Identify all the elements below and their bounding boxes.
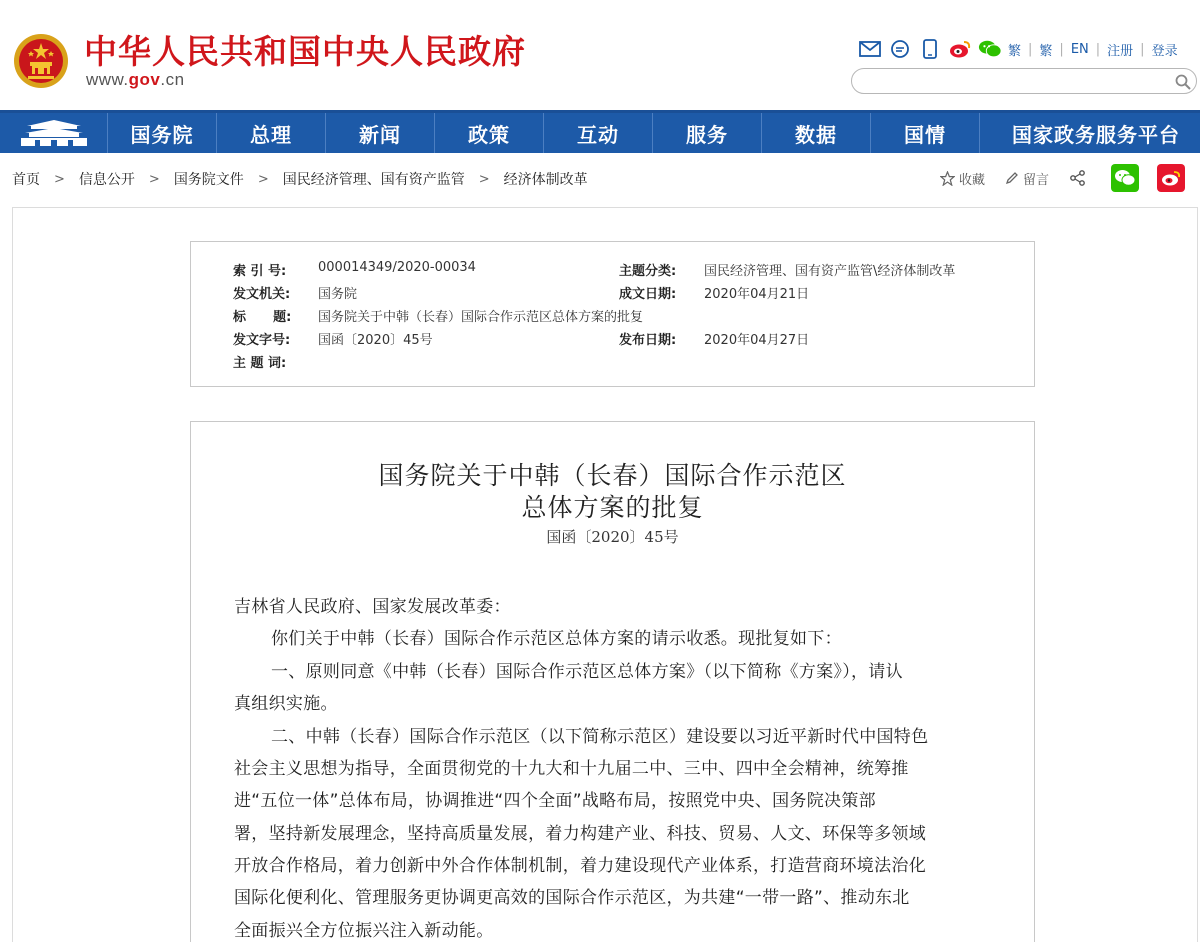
mobile-icon[interactable] bbox=[918, 37, 942, 61]
chat-bubble-icon[interactable] bbox=[888, 37, 912, 61]
nav-item-state-council[interactable]: 国务院 bbox=[108, 113, 217, 153]
document-line: 你们关于中韩（长春）国际合作示范区总体方案的请示收悉。现批复如下： bbox=[271, 629, 842, 649]
breadcrumb-home[interactable]: 首页 bbox=[12, 172, 40, 188]
document-line: 署，坚持新发展理念，坚持高质量发展，着力构建产业、科技、贸易、人文、环保等多领域 bbox=[234, 824, 926, 844]
top-tools bbox=[858, 36, 1178, 62]
domain-gov: gov bbox=[128, 70, 161, 89]
nav-item-premier[interactable]: 总理 bbox=[217, 113, 326, 153]
share-wechat-button[interactable] bbox=[1111, 164, 1139, 192]
english-link[interactable]: EN bbox=[1070, 41, 1089, 57]
search-icon[interactable] bbox=[1174, 73, 1192, 91]
page-tools bbox=[940, 163, 1185, 193]
share-weibo-button[interactable] bbox=[1157, 164, 1185, 192]
share-button[interactable] bbox=[1069, 169, 1087, 187]
meta-title-value: 国务院关于中韩（长春）国际合作示范区总体方案的批复 bbox=[318, 310, 644, 325]
document-title-line-1: 国务院关于中韩（长春）国际合作示范区 bbox=[378, 461, 847, 490]
document-line: 开放合作格局，着力创新中外合作体制机制，着力建设现代产业体系，打造营商环境法治化 bbox=[234, 856, 926, 876]
meta-publish-date-label: 发布日期: bbox=[619, 333, 677, 348]
document-title-line-2: 总体方案的批复 bbox=[521, 493, 704, 522]
document-line: 社会主义思想为指导，全面贯彻党的十九大和十九届二中、三中、四中全会精神，统筹推 bbox=[234, 759, 909, 779]
meta-issuer-value: 国务院 bbox=[318, 287, 358, 302]
national-emblem-icon[interactable] bbox=[12, 30, 70, 92]
nav-item-data[interactable]: 数据 bbox=[762, 113, 871, 153]
search-input[interactable] bbox=[862, 72, 1162, 90]
meta-doc-no bbox=[233, 329, 433, 348]
tool-separator: | bbox=[1059, 41, 1064, 57]
meta-publish-date-value: 2020年04月27日 bbox=[704, 333, 810, 348]
meta-category-label: 主题分类: bbox=[619, 264, 677, 279]
breadcrumb-economic-reform[interactable]: 经济体制改革 bbox=[503, 172, 588, 188]
favorite-label: 收藏 bbox=[959, 172, 986, 188]
note-button[interactable] bbox=[1005, 169, 1049, 188]
tool-separator: | bbox=[1140, 41, 1145, 57]
meta-category bbox=[619, 260, 955, 279]
favorite-button[interactable] bbox=[940, 169, 985, 188]
document-line: 吉林省人民政府、国家发展改革委： bbox=[234, 597, 511, 617]
tiananmen-icon bbox=[17, 118, 91, 148]
note-label: 留言 bbox=[1023, 172, 1050, 188]
meta-keywords bbox=[233, 352, 318, 371]
nav-item-gov-service-platform[interactable]: 国家政务服务平台 bbox=[1012, 122, 1180, 147]
document-line: 二、中韩（长春）国际合作示范区（以下简称示范区）建设要以习近平新时代中国特色 bbox=[271, 727, 929, 747]
breadcrumb-separator: > bbox=[148, 171, 160, 187]
breadcrumb bbox=[12, 165, 588, 193]
document-line: 进“五位一体”总体布局，协调推进“四个全面”战略布局，按照党中央、国务院决策部 bbox=[234, 791, 876, 811]
document-number: 国函〔2020〕45号 bbox=[546, 528, 679, 546]
breadcrumb-separator: > bbox=[54, 171, 65, 187]
search-box bbox=[851, 68, 1197, 94]
nav-item-service[interactable]: 服务 bbox=[653, 113, 762, 153]
meta-index-no-value: 000014349/2020-00034 bbox=[318, 260, 476, 275]
site-domain bbox=[86, 70, 185, 90]
meta-title-label: 标 题: bbox=[233, 310, 292, 325]
site-header bbox=[0, 0, 1200, 110]
document-metadata-table bbox=[190, 241, 1035, 387]
breadcrumb-economy-management[interactable]: 国民经济管理、国有资产监管 bbox=[282, 172, 465, 188]
nav-home-button[interactable] bbox=[0, 113, 108, 153]
document-line: 一、原则同意《中韩（长春）国际合作示范区总体方案》（以下简称《方案》），请认 bbox=[271, 662, 903, 682]
document-line: 全面振兴全方位振兴注入新动能。 bbox=[234, 921, 494, 941]
document-line: 真组织实施。 bbox=[234, 694, 338, 714]
nav-item-news[interactable]: 新闻 bbox=[326, 113, 435, 153]
nav-item-interaction[interactable]: 互动 bbox=[544, 113, 653, 153]
meta-written-date bbox=[619, 283, 809, 302]
meta-issuer bbox=[233, 283, 357, 302]
meta-issuer-label: 发文机关: bbox=[233, 287, 291, 302]
meta-index-no-label: 索 引 号: bbox=[233, 264, 287, 279]
meta-doc-no-value: 国函〔2020〕45号 bbox=[318, 333, 433, 348]
weibo-icon[interactable] bbox=[948, 37, 972, 61]
traditional-chinese-link[interactable]: 繁 bbox=[1008, 43, 1022, 59]
domain-prefix: www. bbox=[86, 70, 129, 89]
weibo-icon bbox=[1160, 169, 1182, 187]
meta-publish-date bbox=[619, 329, 809, 348]
meta-title bbox=[233, 306, 643, 325]
wechat-icon bbox=[1114, 169, 1136, 187]
main-nav bbox=[0, 110, 1200, 153]
mail-icon[interactable] bbox=[858, 37, 882, 61]
breadcrumb-state-council-docs[interactable]: 国务院文件 bbox=[173, 172, 244, 188]
pen-icon bbox=[1005, 171, 1019, 185]
meta-doc-no-label: 发文字号: bbox=[233, 333, 291, 348]
breadcrumb-separator: > bbox=[478, 171, 490, 187]
breadcrumb-separator: > bbox=[257, 171, 269, 187]
meta-keywords-label: 主 题 词: bbox=[233, 356, 287, 371]
tool-separator: | bbox=[1095, 41, 1101, 57]
star-icon bbox=[940, 171, 955, 186]
domain-suffix: .cn bbox=[160, 70, 185, 89]
nav-item-national-info[interactable]: 国情 bbox=[871, 113, 980, 153]
meta-category-value: 国民经济管理、国有资产监管\经济体制改革 bbox=[704, 264, 956, 279]
document-line: 国际化便利化、管理服务更协调更高效的国际合作示范区，为共建“一带一路”、推动东北 bbox=[234, 888, 910, 908]
meta-index-no bbox=[233, 260, 476, 279]
register-link[interactable]: 注册 bbox=[1107, 43, 1134, 59]
meta-written-date-value: 2020年04月21日 bbox=[704, 287, 810, 302]
document-body bbox=[190, 421, 1035, 942]
traditional-alt-link[interactable]: 繁 bbox=[1039, 43, 1053, 59]
nav-item-policy[interactable]: 政策 bbox=[435, 113, 544, 153]
share-icon bbox=[1069, 169, 1087, 187]
breadcrumb-info-public[interactable]: 信息公开 bbox=[78, 172, 135, 188]
meta-written-date-label: 成文日期: bbox=[619, 287, 677, 302]
wechat-icon[interactable] bbox=[978, 37, 1002, 61]
site-title[interactable]: 中华人民共和国中央人民政府 bbox=[84, 32, 526, 71]
tool-separator: | bbox=[1028, 41, 1033, 57]
login-link[interactable]: 登录 bbox=[1151, 43, 1178, 59]
